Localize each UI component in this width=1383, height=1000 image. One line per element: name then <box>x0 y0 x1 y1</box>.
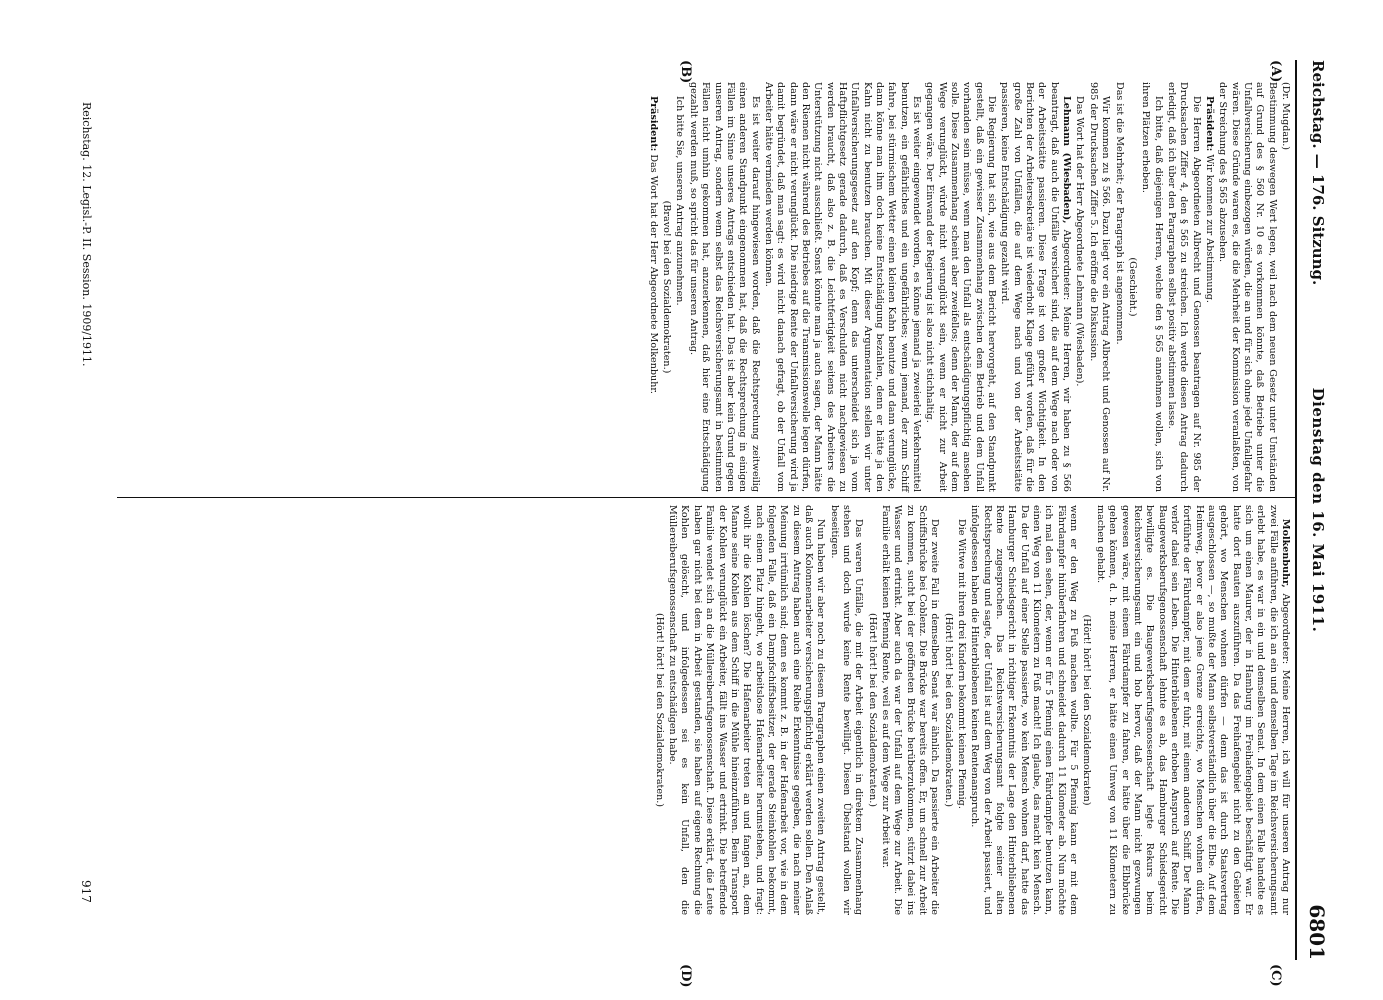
paragraph <box>1073 82 1085 492</box>
header-session: Reichstag. — 176. Sitzung. <box>1309 60 1327 286</box>
footer-publication: Reichstag. 12. Legisl.-P. II. Session. 1909/1911. <box>80 102 93 367</box>
speaker-name: Präsident: <box>647 96 659 152</box>
paragraph-text: Ich bitte, daß diejenigen Herren, welche den § 565 annehmen wollen, sich von ihren Plätzen erheben. <box>1140 82 1164 492</box>
paragraph <box>1165 82 1202 492</box>
paragraph-text: Das Wort hat der Herr Abgeordnete Molkenbuhr. <box>647 151 659 394</box>
footer-folio: 917 <box>79 880 93 903</box>
paragraph-text: (Hört! hört! bei den Sozialdemokraten.) <box>942 612 954 808</box>
speaker-name: Molkenbuhr, <box>1280 519 1291 588</box>
column-divider <box>117 497 1297 498</box>
margin-mark-d: (D) <box>678 964 693 988</box>
paragraph-text: Nun haben wir aber noch zu diesem Paragraphen einen zweiten Antrag gestellt, daß auch Kolonnenarbeiter versicherungspflichtig erklärt werden sollen. Den Anlaß zu diesem Antrag haben auch eine Reihe Erkenntnisse gegeben, die nach meiner Meinung irrtümlich sind; denn es kommt z. B. in der Hafenarbeit vor, wie in dem folgenden Falle, daß ein Dampfschiffsbesitzer, der gerade Steinkohlen bekommt, nach einem Platz hingeht, wo arbeitslose Hafenarbeiter herumstehen, und fragt: wollt ihr die Kohlen löschen? Die Hafenarbeiter treten an und fangen an, dem Manne seine Kohlen aus dem Schiff in die Mühle hineinzuführen. Beim Transport der Kohlen verunglückt ein Arbeiter, fällt ins Wasser und ertrinkt. Die betreffende Familie wendet sich an die Müllereiberufsgenossenschaft. Diese erklärt, die Leute haben gar nicht bei dem in Arbeit gestanden, sie haben auf eigene Rechnung die Kohlen gelöscht, und infolgedessen sei es kein Unfall, den die Müllereiberufsgenossenschaft zu entschädigen habe. <box>667 505 827 915</box>
paragraph-text: Bestimmung deswegen Wert legen, weil nach dem neuen Gesetz unter Umständen auf Grund des § 560 Nr. 10 es vorkommen könnte, daß Betriebe unter die Unfallversicherung einbezogen würden, die an und für sich ohne jede Unfallgefahr wären. Diese Gründe waren es, die die Mehrheit der Kommission veranlaßten, von der Streichung des § 565 abzusehen. <box>1217 82 1278 492</box>
paragraph-text: Abgeordneter: Meine Herren, ich will für unseren Antrag nur zwei Fälle anführen, die ich an ein und demselben Tage im Reichsversicherungsamt erlebt habe, es war in ein und demselben Senat. In dem einen Falle handelte es sich um einen Maurer, der in Hamburg im Freihafengebiet beschäftigt war. Er hatte dort Bauten auszuführen. Da das Freihafengebiet nicht zu den Gebieten gehört, wo Menschen wohnen dürfen — denn das ist durch Staatsvertrag ausgeschlossen —, so mußte der Mann selbstverständlich über die Elbe. Auf dem Heimweg, bevor er also jene Grenze erreichte, wo Menschen wohnen dürfen, fortführte der Fährdampfer, mit dem er fuhr, mit einem anderen Schiff. Der Mann verlor dabei sein Leben. Die Hinterbliebenen erhoben Anspruch auf Rente. Die Baugewerksberufsgenossenschaft lehnte es ab, das Hamburger Schiedsgericht bewilligte es. Die Baugewerksberufsgenossenschaft legte Rekurs beim Reichsversicherungsamt ein und hob hervor, daß der Mann nicht gezwungen gewesen wäre, mit einem Fährdampfer zu fahren, er hätte über die Elbbrücke gehen können, d. h. meine Herren, er hätte einen Umweg von 11 Kilometern zu machen gehabt. <box>1094 505 1291 915</box>
paragraph <box>923 82 997 492</box>
paragraph <box>1126 82 1138 492</box>
paragraph-text: Das ist die Mehrheit; der Paragraph ist angenommen. <box>1113 82 1125 345</box>
paragraph <box>1203 82 1215 492</box>
paragraph <box>955 505 967 915</box>
paragraph <box>941 505 953 915</box>
header-page-number: 6801 <box>1305 904 1329 960</box>
paragraph-text: (Geschieht.) <box>1126 257 1138 317</box>
paragraph <box>666 505 826 915</box>
page-header <box>1299 60 1333 960</box>
paragraph-text: (Hört! hört! bei den Sozialdemokraten.) <box>653 612 665 808</box>
paragraph <box>660 82 672 492</box>
paragraph-text: Der zweite Fall in demselben Senat war ähnlich. Da passierte ein Arbeiter die Schiffsbrücke bei Coblenz. Die Brücke war bereits offen. Er, um schnell zur Arbeit zu kommen, sucht bei der geöffneten Brücke herüberzukommen, stürzt dabei ins Wasser und ertrinkt. Aber auch da war der Unfall auf dem Wege zur Arbeit. Die Familie erhält keinen Pfennig Rente, weil es auf dem Wege zur Arbeit war. <box>880 505 941 915</box>
paragraph <box>687 82 761 492</box>
paragraph-text: Die Herren Abgeordneten Albrecht und Genossen beantragen auf Nr. 985 der Drucksachen Ziffer 4, den § 565 zu streichen. Ich werde diesen Antrag dadurch erledigt, daß ich über den Paragraphen selbst positiv abstimmen lasse. <box>1165 82 1202 492</box>
paragraph <box>968 505 1079 915</box>
margin-mark-c: (C) <box>1268 964 1283 987</box>
paragraph <box>1080 505 1092 915</box>
paragraph <box>998 82 1072 492</box>
paragraph <box>646 82 658 492</box>
paragraph-text: (Hört! hört! bei den Sozialdemokraten) <box>1081 614 1093 806</box>
paragraph-text: Die Regierung hat sich, wie aus dem Bericht hervorgeht, auf den Standpunkt gestellt, daß ein gewisser Zusammenhang zwischen dem Betrieb und dem Unfall vorhanden sein müsse, wenn man den Unfall als entschädigungspflichtig ansehen solle. Diese Zusammenhang scheint aber zweifellos; denn der Mann, der auf dem Wege verunglückt, würde nicht verunglückt sein, wenn er nicht zur Arbeit gegangen wäre. Der Einwand der Regierung ist also nicht stichhaltig. <box>924 82 998 492</box>
paragraph <box>827 505 864 915</box>
paragraph <box>1112 82 1124 492</box>
speaker-name: Lehmann (Wiesbaden), <box>1061 96 1073 224</box>
paragraph-text: Das Wort hat der Herr Abgeordnete Lehmann (Wiesbaden). <box>1074 96 1086 387</box>
paragraph <box>879 505 941 915</box>
left-text-column <box>645 82 1291 492</box>
paragraph-text: Die Witwe mit ihren drei Kindern bekommt keinen Pfennig. <box>956 519 968 809</box>
paragraph-text: Es ist weiter eingewendet worden, es könne jemand ja zweierlei Verkehrsmittel benutzen, ein gefährliches und ein ungefährliches; wenn jemand, der zum Schiff fahre, bei stürmischem Wetter einen kleinen Kahn benutze und dann verunglücke, dann könne man ihm doch keine Entschädigung bezahlen, denn er hätte ja den Kahn nicht zu benutzen brauchen. Mit dieser Argumentation stellen wir unter Unfallversicherungsgesetz auf den Kopf; denn das unterscheidet sich ja vom Haftpflichtgesetz gerade dadurch, daß es Verschulden nicht nachgewiesen zu werden braucht, daß also z. B. die Leichtfertigkeit seitens des Arbeiters die Unterstützung nicht ausschließt. Sonst könnte man ja auch sagen, der Mann hätte den Riemen nicht während des Betriebes auf die Transmissionswelle legen dürfen, dann wäre er nicht verunglückt. Die niedrige Rente der Unfallversicherung wird ja damit begründet, daß man sagt: es wird nicht danach gefragt, ob der Unfall vom Arbeiter hätte vermieden werden können. <box>762 82 923 492</box>
paragraph <box>762 82 922 492</box>
paragraph-text: Abgeordneter: Meine Herren, wir haben zu § 566 beantragt, daß auch die Unfälle versichert sind, die auf dem Wege nach oder von der Arbeitsstätte passieren. Diese Frage ist von großer Wichtigkeit. In den Berichten der Arbeitersekretäre ist wiederholt Klage geführt worden, daß für die große Zahl von Unfällen, die auf dem Wege nach und von der Arbeitsstätte passieren, keine Entschädigung gezahlt wird. <box>999 82 1073 492</box>
paragraph-text: (Dr. Mugdan.) <box>1280 82 1291 151</box>
margin-mark-b: (B) <box>678 60 693 84</box>
paragraph-text: (Hört! hört! bei den Sozialdemokraten.) <box>866 612 878 808</box>
margin-mark-a: (A) <box>1268 60 1283 83</box>
paragraph-text: Wir kommen zu § 566. Dazu liegt vor ein Antrag Albrecht und Genossen auf Nr. 985 der Drucksachen Ziffer 5. Ich eröffne die Diskussion. <box>1087 82 1112 492</box>
paragraph-text: Das waren Unfälle, die mit der Arbeit eigentlich in direktem Zusammenhang stehen und doch wurde keine Rente bewilligt. Diesen Übelstand wollen wir beseitigen. <box>828 505 865 915</box>
paragraph-text: (Bravo! bei den Sozialdemokraten.) <box>661 200 673 374</box>
paragraph <box>1087 82 1112 492</box>
paragraph <box>652 505 664 915</box>
paragraph-text: Es ist weiter darauf hingewiesen worden, daß die Rechtsprechung zeitweilig einen anderen Standpunkt eingenommen hat, daß die Rechtsprechung in einigen Fällen im Sinne unseres Antrags entschieden hat. Das ist aber kein Grund gegen unseren Antrag, sondern wenn selbst das Reichsversicherungsamt in bestimmten Fällen nicht umhin gekommen hat, anzuerkennen, daß hier eine Entschädigung gezahlt werden muß, so spricht das für unseren Antrag. <box>687 82 761 492</box>
paragraph-text: Wir kommen zur Abstimmung. <box>1203 151 1215 303</box>
paragraph <box>1279 82 1291 492</box>
header-date: Dienstag den 16. Mai 1911. <box>1309 387 1327 633</box>
paragraph <box>1094 505 1292 915</box>
paragraph <box>673 82 685 492</box>
paragraph-text: Ich bitte Sie, unseren Antrag anzunehmen. <box>674 96 686 306</box>
speaker-name: Präsident: <box>1203 96 1215 152</box>
paragraph <box>1139 82 1164 492</box>
paragraph <box>1216 82 1278 492</box>
paragraph <box>865 505 877 915</box>
paragraph-text: wenn er den Weg zu Fuß machen wollte. Für 5 Pfennig kann er mit dem Fährdampfer hinüberfahren und schneidet dadurch 11 Kilometer ab. Nun möchte ich mal den sehen, der, wenn er für 5 Pfennig einen Fährdampfer benutzen kann, einen Weg von 11 Kilometern zu Fuß macht! Ich glaube, das macht kein Mensch. Da der Unfall auf einer Stelle passierte, wo kein Mensch wohnen darf, hatte das Hamburger Schiedsgericht in richtiger Erkenntnis der Lage den Hinterbliebenen Rente zugesprochen. Das Reichsversicherungsamt folgte seiner alten Rechtsprechung und sagte, der Unfall ist auf dem Weg von der Arbeit passiert, und infolgedessen haben die Hinterbliebenen keinen Rentenanspruch. <box>969 505 1080 915</box>
header-rule <box>1295 60 1297 960</box>
right-text-column <box>651 505 1291 915</box>
